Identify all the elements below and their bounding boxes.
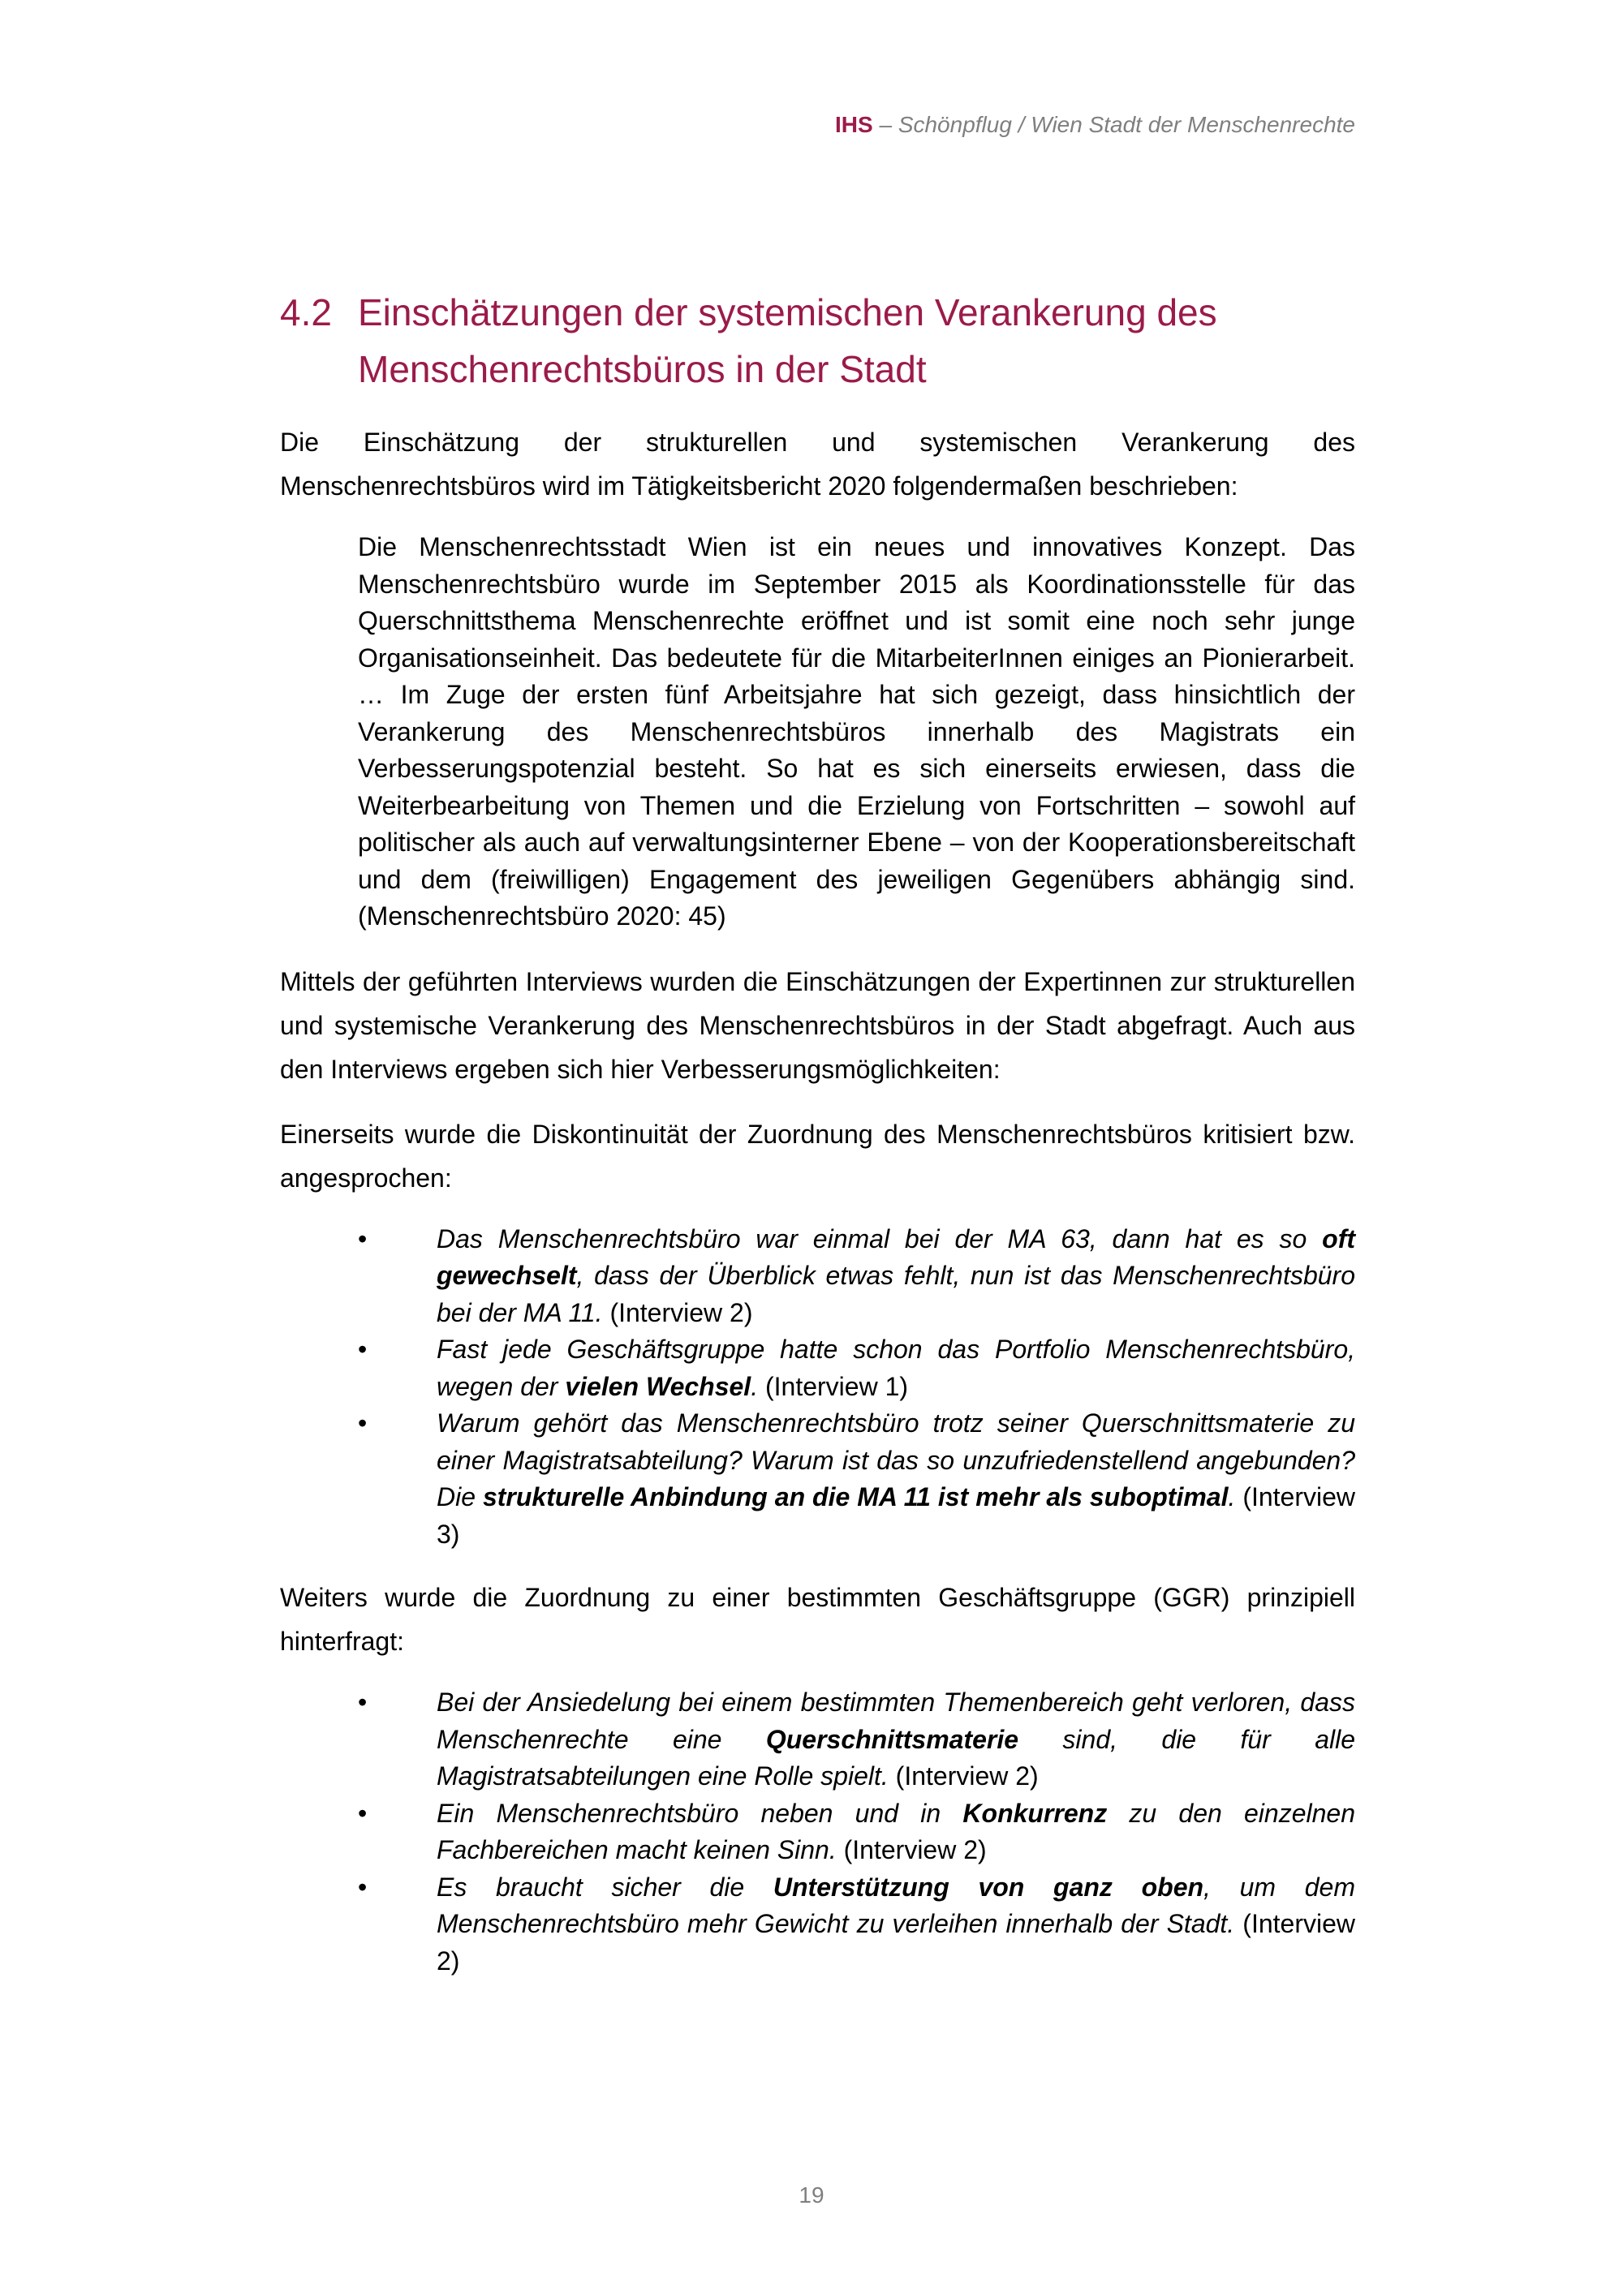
- emphasis: oft gewechselt: [437, 1223, 1355, 1290]
- block-quote: Die Menschenrechtsstadt Wien ist ein neues und innovatives Konzept. Das Menschenrechtsbüro wurde im September 2015 als Koordinationsstelle für das Querschnittsthema Menschenrechte eröffnet und ist somit eine noch sehr junge Organisationseinheit. Das bedeutete für die MitarbeiterInnen einiges an Pionierarbeit. … Im Zuge der ersten fünf Arbeitsjahre hat sich gezeigt, dass hinsichtlich der Verankerung des Menschenrechtsbüros innerhalb des Magistrats ein Verbesserungspotenzial besteht. So hat es sich einerseits erwiesen, dass die Weiterbearbeitung von Themen und die Erzielung von Fortschritten – sowohl auf politischer als auch auf verwaltungsinterner Ebene – von der Kooperationsbereitschaft und dem (freiwilligen) Engagement des jeweiligen Gegenübers abhängig sind. (Menschenrechtsbüro 2020: 45): [358, 532, 1355, 931]
- citation: (Interview 2): [836, 1835, 987, 1864]
- bullet-icon: •: [358, 1798, 368, 1828]
- section-heading: [280, 284, 1355, 398]
- discontinuity-paragraph: Einerseits wurde die Diskontinuität der Zuordnung des Menschenrechtsbüros kritisiert bzw. angesprochen:: [280, 1119, 1355, 1193]
- emphasis: Unterstützung von ganz oben: [773, 1872, 1204, 1902]
- emphasis: strukturelle Anbindung an die MA 11 ist mehr als suboptimal: [482, 1482, 1229, 1511]
- header-org: IHS: [834, 112, 873, 137]
- citation: (Interview 2): [437, 1909, 1356, 1976]
- section-number: 4.2: [280, 291, 332, 333]
- intro-paragraph: Die Einschätzung der strukturellen und systemischen Verankerung des Menschenrechtsbüros wird im Tätigkeitsbericht 2020 folgendermaßen beschrieben:: [280, 428, 1355, 501]
- emphasis: vielen Wechsel: [565, 1371, 751, 1401]
- section-title: Einschätzungen der systemischen Verankerung des Menschenrechtsbüros in der Stadt: [358, 291, 1217, 390]
- list-item: • Ein Menschenrechtsbüro neben und in Konkurrenz zu den einzelnen Fachbereichen macht keinen Sinn. (Interview 2): [280, 1795, 1355, 1869]
- list-item: • Warum gehört das Menschenrechtsbüro trotz seiner Querschnittsmaterie zu einer Magistratsabteilung? Warum ist das so unzufriedenstellend angebunden? Die strukturelle Anbindung an die MA 11 ist mehr als suboptimal. (Interview 3): [280, 1405, 1355, 1553]
- bullet-icon: •: [358, 1688, 368, 1717]
- bullet-icon: •: [358, 1223, 368, 1253]
- running-header: [835, 112, 1355, 138]
- bullet-icon: •: [358, 1872, 368, 1902]
- citation: (Interview 2): [888, 1761, 1039, 1791]
- list-item: • Fast jede Geschäftsgruppe hatte schon das Portfolio Menschenrechtsbüro, wegen der vielen Wechsel. (Interview 1): [280, 1331, 1355, 1405]
- emphasis: Konkurrenz: [962, 1798, 1108, 1828]
- emphasis: Querschnittsmaterie: [765, 1724, 1019, 1754]
- header-separator: –: [872, 112, 898, 137]
- interview-quotes-list-2: [280, 1684, 1355, 1980]
- citation: (Interview 3): [437, 1482, 1356, 1549]
- list-item: • Bei der Ansiedelung bei einem bestimmten Themenbereich geht verloren, dass Menschenrechte eine Querschnittsmaterie sind, die für alle Magistratsabteilungen eine Rolle spielt. (Interview 2): [280, 1684, 1355, 1795]
- ggr-paragraph: Weiters wurde die Zuordnung zu einer bestimmten Geschäftsgruppe (GGR) prinzipiell hinterfragt:: [280, 1583, 1355, 1656]
- header-running-title: Schönpflug / Wien Stadt der Menschenrechte: [898, 112, 1355, 137]
- page-number: 19: [799, 2182, 824, 2208]
- citation: (Interview 2): [602, 1297, 753, 1327]
- list-item: • Es braucht sicher die Unterstützung von ganz oben, um dem Menschenrechtsbüro mehr Gewicht zu verleihen innerhalb der Stadt. (Interview 2): [280, 1869, 1355, 1980]
- bullet-icon: •: [358, 1408, 368, 1438]
- interview-quotes-list-1: [280, 1221, 1355, 1554]
- page-content: [280, 284, 1355, 2002]
- interviews-paragraph: Mittels der geführten Interviews wurden die Einschätzungen der Expertinnen zur strukturellen und systemische Verankerung des Menschenrechtsbüros in der Stadt abgefragt. Auch aus den Interviews ergeben sich hier Verbesserungsmöglichkeiten:: [280, 966, 1355, 1084]
- list-item: • Das Menschenrechtsbüro war einmal bei der MA 63, dann hat es so oft gewechselt, dass der Überblick etwas fehlt, nun ist das Menschenrechtsbüro bei der MA 11. (Interview 2): [280, 1221, 1355, 1332]
- bullet-icon: •: [358, 1335, 368, 1364]
- citation: (Interview 1): [758, 1371, 909, 1401]
